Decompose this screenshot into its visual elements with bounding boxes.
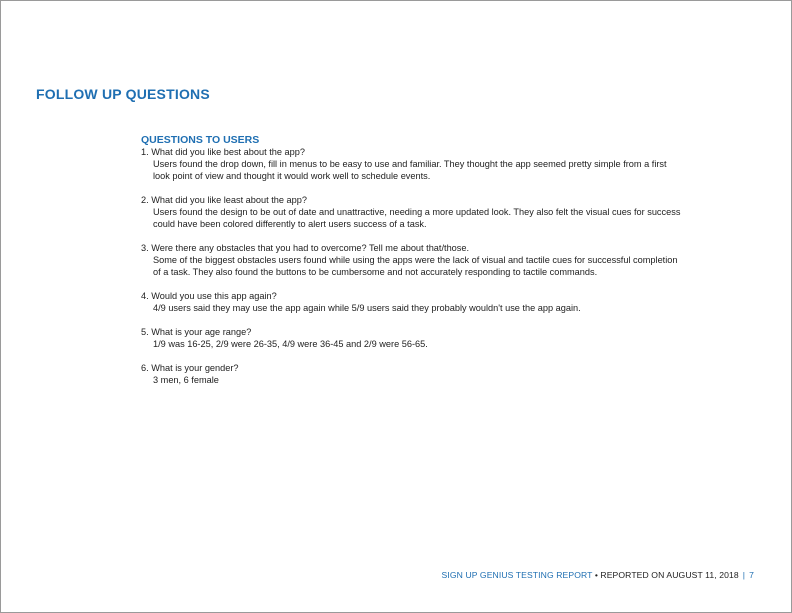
question-text: 1. What did you like best about the app? <box>141 147 305 157</box>
question-text: 5. What is your age range? <box>141 327 252 337</box>
footer-reported-date: REPORTED ON AUGUST 11, 2018 <box>600 570 739 580</box>
qa-item-4 <box>141 290 681 314</box>
answer-text: Users found the drop down, fill in menus to be easy to use and familiar. They thought the app seemed pretty simple from a first look point of view and thought it would work well to schedule events. <box>153 159 667 181</box>
question-text: 4. Would you use this app again? <box>141 291 277 301</box>
answer-text: 3 men, 6 female <box>153 375 219 385</box>
page-title: FOLLOW UP QUESTIONS <box>36 86 210 102</box>
answer-text: 4/9 users said they may use the app again while 5/9 users said they probably wouldn't use the app again. <box>153 303 581 313</box>
page-footer <box>442 570 754 580</box>
answer-text: Some of the biggest obstacles users found while using the apps were the lack of visual and tactile cues for successful completion of a task. They also found the buttons to be cumbersome and not accurately responding to tactile commands. <box>153 255 678 277</box>
question-text: 6. What is your gender? <box>141 363 239 373</box>
answer-text: 1/9 was 16-25, 2/9 were 26-35, 4/9 were 36-45 and 2/9 were 56-65. <box>153 339 428 349</box>
footer-report-title: SIGN UP GENIUS TESTING REPORT <box>441 570 593 580</box>
section-heading: QUESTIONS TO USERS <box>141 134 260 146</box>
page-number: 7 <box>749 570 754 580</box>
qa-item-1 <box>141 146 681 182</box>
qa-item-6 <box>141 362 681 386</box>
footer-separator: | <box>742 570 746 580</box>
qa-item-5 <box>141 326 681 350</box>
questions-section <box>141 134 681 398</box>
footer-bullet: • <box>592 570 601 580</box>
question-text: 2. What did you like least about the app? <box>141 195 307 205</box>
qa-item-3 <box>141 242 681 278</box>
qa-item-2 <box>141 194 681 230</box>
answer-text: Users found the design to be out of date and unattractive, needing a more updated look. They also felt the visual cues for success could have been colored differently to alert users success of a task. <box>153 207 681 229</box>
question-text: 3. Were there any obstacles that you had to overcome? Tell me about that/those. <box>141 243 470 253</box>
